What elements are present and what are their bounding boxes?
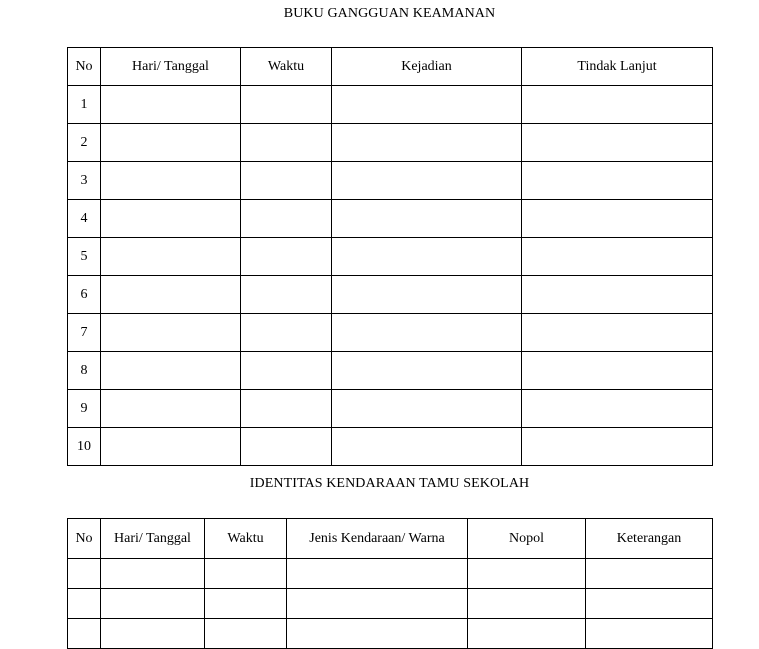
time-cell (241, 200, 332, 238)
date-cell (101, 390, 241, 428)
table-row (68, 238, 713, 276)
notes-cell (586, 559, 713, 589)
security-log-table (67, 47, 713, 466)
table-row (68, 619, 713, 649)
table-row (68, 352, 713, 390)
follow-up-cell (522, 352, 713, 390)
incident-cell (332, 86, 522, 124)
notes-cell (586, 619, 713, 649)
time-cell (205, 619, 287, 649)
table-row (68, 390, 713, 428)
row-number: 4 (68, 200, 101, 238)
incident-cell (332, 428, 522, 466)
time-cell (205, 559, 287, 589)
time-cell (241, 352, 332, 390)
follow-up-cell (522, 200, 713, 238)
date-cell (101, 428, 241, 466)
follow-up-cell (522, 162, 713, 200)
table-row (68, 162, 713, 200)
follow-up-cell (522, 238, 713, 276)
table-row (68, 124, 713, 162)
vehicle-cell (287, 559, 468, 589)
header-no: No (68, 519, 101, 559)
follow-up-cell (522, 428, 713, 466)
row-number: 7 (68, 314, 101, 352)
plate-cell (468, 559, 586, 589)
row-number: 3 (68, 162, 101, 200)
incident-cell (332, 162, 522, 200)
row-number: 8 (68, 352, 101, 390)
row-number (68, 589, 101, 619)
vehicle-cell (287, 589, 468, 619)
row-number: 6 (68, 276, 101, 314)
incident-cell (332, 238, 522, 276)
incident-cell (332, 352, 522, 390)
incident-cell (332, 314, 522, 352)
incident-cell (332, 200, 522, 238)
security-log-title: BUKU GANGGUAN KEAMANAN (283, 6, 496, 21)
header-time: Waktu (241, 48, 332, 86)
header-date: Hari/ Tanggal (101, 519, 205, 559)
guest-vehicle-title: IDENTITAS KENDARAAN TAMU SEKOLAH (249, 476, 530, 491)
date-cell (101, 124, 241, 162)
date-cell (101, 589, 205, 619)
date-cell (101, 619, 205, 649)
time-cell (241, 314, 332, 352)
header-time: Waktu (205, 519, 287, 559)
time-cell (241, 428, 332, 466)
plate-cell (468, 619, 586, 649)
table-row (68, 86, 713, 124)
time-cell (241, 276, 332, 314)
incident-cell (332, 276, 522, 314)
date-cell (101, 352, 241, 390)
header-no: No (68, 48, 101, 86)
header-follow-up: Tindak Lanjut (522, 48, 713, 86)
follow-up-cell (522, 124, 713, 162)
table-row (68, 559, 713, 589)
follow-up-cell (522, 314, 713, 352)
table-row (68, 276, 713, 314)
date-cell (101, 559, 205, 589)
date-cell (101, 238, 241, 276)
plate-cell (468, 589, 586, 619)
row-number: 2 (68, 124, 101, 162)
time-cell (241, 238, 332, 276)
date-cell (101, 200, 241, 238)
incident-cell (332, 390, 522, 428)
follow-up-cell (522, 390, 713, 428)
time-cell (241, 124, 332, 162)
table-header-row (68, 519, 713, 559)
time-cell (241, 162, 332, 200)
table-row (68, 428, 713, 466)
incident-cell (332, 124, 522, 162)
header-date: Hari/ Tanggal (101, 48, 241, 86)
header-incident: Kejadian (332, 48, 522, 86)
table-header-row (68, 48, 713, 86)
table-row (68, 200, 713, 238)
vehicle-cell (287, 619, 468, 649)
header-notes: Keterangan (586, 519, 713, 559)
row-number: 1 (68, 86, 101, 124)
row-number (68, 619, 101, 649)
date-cell (101, 314, 241, 352)
notes-cell (586, 589, 713, 619)
row-number: 10 (68, 428, 101, 466)
date-cell (101, 276, 241, 314)
header-plate-number: Nopol (468, 519, 586, 559)
table-row (68, 589, 713, 619)
table-row (68, 314, 713, 352)
row-number: 5 (68, 238, 101, 276)
row-number (68, 559, 101, 589)
guest-vehicle-table (67, 518, 713, 649)
time-cell (205, 589, 287, 619)
date-cell (101, 86, 241, 124)
time-cell (241, 390, 332, 428)
time-cell (241, 86, 332, 124)
row-number: 9 (68, 390, 101, 428)
header-vehicle-type-color: Jenis Kendaraan/ Warna (287, 519, 468, 559)
follow-up-cell (522, 86, 713, 124)
date-cell (101, 162, 241, 200)
follow-up-cell (522, 276, 713, 314)
